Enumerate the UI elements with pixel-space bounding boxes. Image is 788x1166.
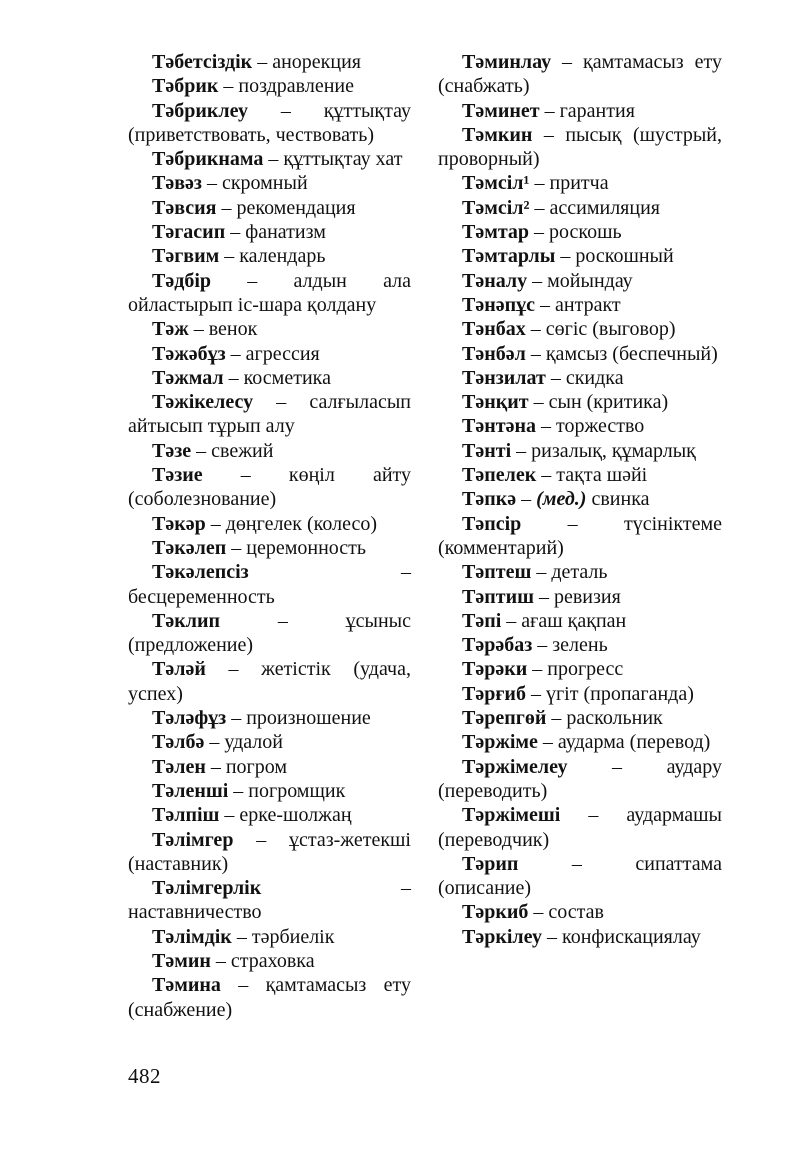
definition: – роскошный: [555, 245, 674, 268]
dictionary-entry: [128, 925, 411, 949]
headword: Тәвсия: [152, 196, 217, 219]
page-number: 482: [128, 1064, 161, 1088]
headword: Тәлімдік: [152, 925, 232, 948]
headword: Тәрепгөй: [462, 707, 547, 730]
dictionary-entry: [438, 414, 722, 438]
definition: – погромщик: [228, 779, 346, 802]
dictionary-entry: [438, 293, 722, 317]
definition: – аударма (перевод): [537, 731, 711, 754]
definition: – жетістік (удача, успех): [128, 658, 411, 705]
dictionary-entry: [128, 463, 411, 512]
headword: Тәләфұз: [152, 707, 227, 730]
definition: – тәрбиелік: [231, 925, 335, 948]
dictionary-entry: [438, 50, 722, 99]
dictionary-entry: [128, 755, 411, 779]
definition: – аудармашы (переводчик): [438, 804, 722, 851]
dictionary-entry: [438, 560, 722, 584]
dictionary-entry: [438, 220, 722, 244]
headword: Тәмина: [152, 974, 221, 997]
dictionary-entry: [128, 244, 411, 268]
definition: – косметика: [223, 366, 331, 389]
definition: – түсініктеме (комментарий): [438, 512, 722, 559]
headword: Тәмин: [152, 949, 211, 972]
headword: Тәпелек: [462, 464, 537, 487]
headword: Тәпкә: [462, 488, 517, 511]
definition: – қамсыз (беспечный): [525, 342, 718, 365]
definition: – тақта шәйі: [536, 464, 648, 487]
definition: – сөгіс (выговор): [525, 318, 676, 341]
definition: – ұстаз-жетекші (наставник): [128, 828, 411, 875]
dictionary-entry: [438, 463, 722, 487]
definition: – ассимиляция: [529, 196, 660, 219]
headword: Тәлпіш: [152, 804, 220, 827]
dictionary-entry: [438, 925, 722, 949]
left-column: [128, 50, 411, 1022]
definition: – ревизия: [533, 585, 621, 608]
usage-label: (мед.): [536, 488, 587, 511]
definition: – көңіл айту (соболезнование): [128, 464, 411, 511]
headword: Тәлен: [152, 755, 206, 778]
definition: – страховка: [210, 949, 315, 972]
headword: Тәминлау: [462, 51, 552, 73]
headword: Тәкәр: [152, 512, 206, 535]
headword: Тәржіме: [462, 731, 538, 754]
headword: Тәнтәна: [462, 415, 536, 438]
dictionary-entry: [438, 609, 722, 633]
headword: Тәвәз: [152, 172, 202, 195]
dictionary-entry: [438, 706, 722, 730]
dictionary-entry: [128, 657, 411, 706]
headword: Тәркілеу: [462, 925, 543, 948]
headword: Тәлімгер: [152, 828, 234, 851]
dictionary-entry: [128, 803, 411, 827]
definition: – агрессия: [225, 342, 320, 365]
definition: – фанатизм: [225, 221, 326, 244]
right-column: [438, 50, 722, 949]
headword: Тәбетсіздік: [152, 51, 253, 73]
definition: – торжество: [535, 415, 645, 438]
definition: – произношение: [226, 707, 371, 730]
headword: Тәржімелеу: [462, 755, 568, 778]
dictionary-entry: [438, 196, 722, 220]
headword: Тәнбәл: [462, 342, 526, 365]
headword: Тәлімгерлік: [152, 877, 262, 900]
headword: Тәнбах: [462, 318, 526, 341]
dictionary-entry: [128, 439, 411, 463]
dictionary-entry: [438, 730, 722, 754]
headword: Тәбрикнама: [152, 148, 264, 171]
headword: Тәпі: [462, 609, 502, 632]
headword: Тәрәбаз: [462, 634, 533, 657]
dictionary-entry: [438, 269, 722, 293]
definition: – дөңгелек (колесо): [205, 512, 378, 535]
headword: Тәркиб: [462, 901, 529, 924]
headword: Тәрип: [462, 852, 519, 875]
definition: – пысық (шустрый, проворный): [438, 123, 722, 171]
definition: – ағаш қақпан: [501, 609, 627, 632]
headword: Тәмсіл¹: [462, 172, 530, 195]
dictionary-entry: [438, 633, 722, 657]
dictionary-entry: [128, 876, 411, 925]
dictionary-entry: [438, 512, 722, 561]
definition: – ризалық, құмарлық: [511, 439, 696, 462]
definition: – церемонность: [226, 536, 367, 559]
dictionary-entry: [128, 171, 411, 195]
dictionary-entry: [438, 171, 722, 195]
dictionary-entry: [438, 657, 722, 681]
definition: свинка: [586, 488, 650, 511]
dictionary-entry: [438, 342, 722, 366]
dictionary-entry: [128, 949, 411, 973]
definition: – қамтамасыз ету (снабжать): [438, 51, 722, 98]
headword: Тәкәлепсіз: [152, 561, 249, 584]
dictionary-entry: [438, 682, 722, 706]
dictionary-entry: [128, 147, 411, 171]
definition: – сын (критика): [528, 391, 669, 414]
headword: Тәнзилат: [462, 366, 546, 389]
definition: – алдын ала ойластырып іс-шара қолдану: [128, 269, 411, 316]
dictionary-entry: [128, 512, 411, 536]
dictionary-entry: [438, 366, 722, 390]
headword: Тәрғиб: [462, 682, 526, 705]
headword: Тәнқит: [462, 391, 529, 414]
headword: Тәкәлеп: [152, 536, 227, 559]
headword: Тәжмал: [152, 366, 224, 389]
headword: Тәбрик: [152, 75, 219, 98]
dictionary-entry: [438, 123, 722, 172]
headword: Тәмтарлы: [462, 245, 556, 268]
definition: – құттықтау хат: [263, 148, 403, 171]
dictionary-entry: [438, 390, 722, 414]
definition: – притча: [529, 172, 609, 195]
definition: – скидка: [545, 366, 624, 389]
headword: Тәжәбұз: [152, 342, 226, 365]
dictionary-entry: [438, 244, 722, 268]
definition: – конфискациялау: [542, 925, 701, 948]
dictionary-entry: [128, 390, 411, 439]
dictionary-entry: [438, 487, 722, 511]
definition: – гарантия: [539, 99, 635, 122]
definition: – ерке-шолжаң: [219, 804, 352, 827]
dictionary-entry: [438, 317, 722, 341]
dictionary-entry: [128, 99, 411, 148]
definition: – құттықтау (приветствовать, чествовать): [128, 99, 411, 146]
headword: Тәж: [152, 318, 189, 341]
definition: – венок: [188, 318, 258, 341]
headword: Тәләй: [152, 658, 206, 681]
definition: – қамтамасыз ету (снабжение): [128, 974, 411, 1021]
headword: Тәмсіл²: [462, 196, 530, 219]
headword: Тәзе: [152, 439, 192, 462]
definition: – бесцеременность: [128, 561, 411, 608]
headword: Тәлбә: [152, 731, 205, 754]
dictionary-entry: [128, 828, 411, 877]
dictionary-entry: [128, 317, 411, 341]
dictionary-entry: [128, 366, 411, 390]
definition: – наставничество: [128, 877, 411, 924]
headword: Тәмтар: [462, 221, 530, 244]
headword: Тәмкин: [462, 123, 533, 146]
headword: Тәнті: [462, 439, 512, 462]
definition: – свежий: [191, 439, 274, 462]
definition: – роскошь: [529, 221, 622, 244]
headword: Тәжікелесу: [152, 391, 254, 414]
dictionary-entry: [438, 852, 722, 901]
definition: – прогресс: [527, 658, 624, 681]
definition: – зелень: [532, 634, 608, 657]
definition: – антракт: [535, 293, 621, 316]
definition: – анорекция: [252, 51, 361, 73]
headword: Тәнәпұс: [462, 293, 536, 316]
dictionary-entry: [438, 585, 722, 609]
dictionary-entry: [128, 220, 411, 244]
headword: Тәгвим: [152, 245, 220, 268]
definition: – деталь: [531, 561, 608, 584]
headword: Тәзие: [152, 464, 203, 487]
definition: – үгіт (пропаганда): [525, 682, 694, 705]
dictionary-entry: [438, 99, 722, 123]
headword: Тәминет: [462, 99, 540, 122]
headword: Тәбриклеу: [152, 99, 248, 122]
headword: Тәклип: [152, 609, 221, 632]
headword: Тәдбір: [152, 269, 212, 292]
headword: Тәржімеші: [462, 804, 561, 827]
dictionary-entry: [128, 609, 411, 658]
dictionary-entry: [438, 755, 722, 804]
dictionary-entry: [128, 50, 411, 74]
definition: – мойындау: [527, 269, 633, 292]
dictionary-entry: [128, 560, 411, 609]
definition: – скромный: [201, 172, 308, 195]
definition: – рекомендация: [216, 196, 356, 219]
dictionary-entry: [128, 342, 411, 366]
dictionary-entry: [128, 196, 411, 220]
definition: – ұсыныс (предложение): [128, 609, 411, 657]
headword: Тәптеш: [462, 561, 532, 584]
dictionary-entry: [128, 536, 411, 560]
dictionary-entry: [128, 730, 411, 754]
dictionary-entry: [438, 439, 722, 463]
dictionary-entry: [128, 74, 411, 98]
headword: Тәгасип: [152, 221, 226, 244]
dictionary-entry: [128, 779, 411, 803]
headword: Тәленші: [152, 779, 229, 802]
definition: – календарь: [219, 245, 326, 268]
dictionary-entry: [438, 803, 722, 852]
dictionary-entry: [128, 706, 411, 730]
headword: Тәпсір: [462, 512, 522, 535]
headword: Тәптиш: [462, 585, 534, 608]
headword: Тәналу: [462, 269, 528, 292]
definition: – салғыласып айтысып тұрып алу: [128, 391, 411, 438]
definition: – сипаттама (описание): [438, 852, 722, 900]
definition: – удалой: [204, 731, 283, 754]
definition: – поздравление: [218, 75, 355, 98]
definition: – раскольник: [546, 707, 663, 730]
headword: Тәрәки: [462, 658, 528, 681]
dictionary-entry: [128, 269, 411, 318]
dictionary-entry: [128, 973, 411, 1022]
definition: –: [516, 488, 537, 511]
dictionary-entry: [438, 900, 722, 924]
definition: – состав: [528, 901, 604, 924]
definition: – погром: [205, 755, 288, 778]
definition: – аудару (переводить): [438, 755, 722, 802]
